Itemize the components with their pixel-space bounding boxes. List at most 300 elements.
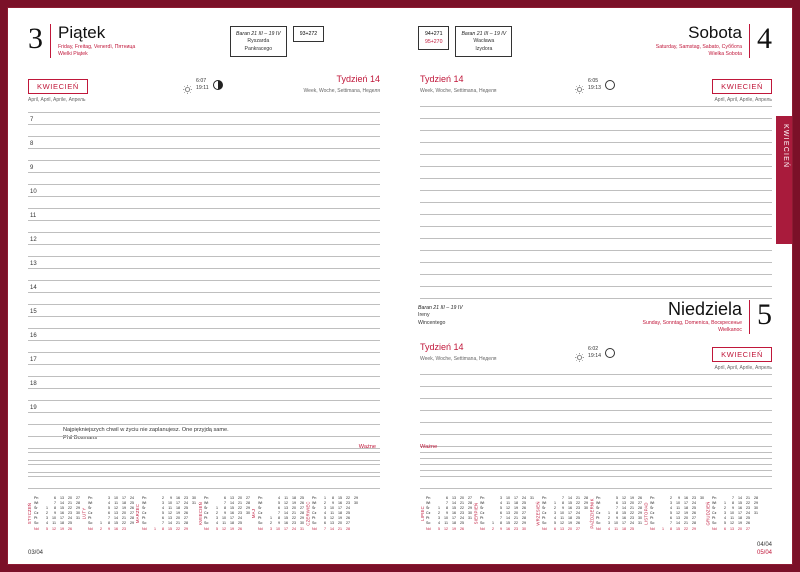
calendar-day: 10 [222,516,226,521]
writing-line[interactable] [28,172,380,173]
calendar-day: 27 [692,516,696,521]
writing-line[interactable] [420,190,772,191]
calendar-day: 31 [638,521,642,526]
writing-line[interactable] [28,196,380,197]
calendar-daylabel: So [542,521,547,526]
calendar-day: 20 [568,526,572,531]
calendar-month[interactable] [534,496,588,532]
writing-line[interactable] [28,160,380,161]
calendar-month[interactable] [250,496,304,532]
calendar-day: 29 [468,506,472,511]
calendar-month[interactable] [588,496,642,532]
calendar-daylabel: Nd [88,526,93,531]
calendar-day: 27 [346,521,350,526]
calendar-day: 5 [724,521,726,526]
calendar-day: 2 [270,521,272,526]
writing-line[interactable] [28,364,380,365]
calendar-daylabel: Pn [542,496,547,500]
writing-line[interactable] [420,464,772,465]
calendar-day: 3 [438,516,440,521]
calendar-daylabel: Wt [712,501,717,506]
calendar-week-row [426,527,472,532]
calendar-day: 6 [670,516,672,521]
writing-line[interactable] [420,476,772,477]
calendar-day: 16 [230,511,234,516]
writing-line[interactable] [420,452,772,453]
calendar-daylabel: Pt [650,516,654,521]
calendar-month-grid [542,496,588,532]
sunday-week-block [420,342,496,363]
calendar-day: 10 [614,521,618,526]
saturday-month-translations: April, April, Aprile, Апрель [714,97,772,103]
writing-line[interactable] [28,388,380,389]
calendar-day: 19 [176,511,180,516]
calendar-day: 21 [176,521,180,526]
calendar-daylabel: Wt [650,501,655,506]
calendar-day: 9 [108,526,110,531]
calendar-daylabel: Nd [542,526,547,531]
writing-line[interactable] [28,424,380,425]
sunday-sunrise: 6:02 [588,346,599,352]
writing-line[interactable] [420,470,772,471]
calendar-month[interactable] [704,496,758,532]
writing-line[interactable] [28,232,380,233]
writing-line[interactable] [420,166,772,167]
calendar-day: 17 [176,501,180,506]
calendar-month-grid [650,496,704,532]
calendar-day: 20 [176,516,180,521]
calendar-month-grid [426,496,472,532]
writing-line[interactable] [28,184,380,185]
calendar-month-name: LISTOPAD [643,502,649,526]
calendar-day: 18 [230,521,234,526]
calendar-day: 16 [176,496,180,500]
saturday-zodiac: Baran 21 III – 19 IV [461,31,507,37]
calendar-daylabel: Pn [480,496,485,500]
calendar-day: 26 [130,506,134,511]
calendar-day [72,527,80,532]
calendar-day: 11 [506,501,510,506]
writing-line[interactable] [420,410,772,411]
writing-line[interactable] [420,202,772,203]
calendar-daylabel: Pt [712,516,716,521]
calendar-day: 25 [522,501,526,506]
calendar-day: 5 [670,511,672,516]
writing-line[interactable] [420,374,772,375]
calendar-day: 23 [692,496,696,500]
calendar-day: 21 [238,501,242,506]
writing-line[interactable] [420,422,772,423]
calendar-day: 10 [506,496,510,500]
calendar-day: 3 [46,516,48,521]
calendar-day: 15 [168,526,172,531]
writing-line[interactable] [420,106,772,107]
calendar-day: 29 [354,496,358,500]
calendar-daylabel: Śr [258,506,262,511]
calendar-daylabel: Cz [542,511,547,516]
calendar-day: 28 [754,496,758,500]
sunday-saint-1: Ireny [418,312,430,318]
calendar-day: 12 [444,526,448,531]
calendar-daylabel: Wt [34,501,39,506]
writing-line[interactable] [28,328,380,329]
calendar-day: 6 [278,506,280,511]
calendar-day: 22 [176,526,180,531]
calendar-day: 27 [184,516,188,521]
friday-daycount-box [293,26,324,42]
sunday-holiday: Wielkanoc [718,327,742,333]
writing-line[interactable] [28,340,380,341]
calendar-daylabel: Nd [204,526,209,531]
calendar-daylabel: Nd [712,526,717,531]
calendar-day: 2 [100,526,102,531]
calendar-day: 10 [168,501,172,506]
writing-line[interactable] [28,112,380,113]
calendar-day: 11 [560,516,564,521]
calendar-day: 17 [738,511,742,516]
calendar-day: 11 [676,506,680,511]
writing-line[interactable] [28,464,380,465]
calendar-daylabel: Śr [34,506,38,511]
writing-line[interactable] [28,148,380,149]
calendar-day: 20 [68,496,72,500]
calendar-day: 16 [738,506,742,511]
friday-header [28,24,135,58]
calendar-daylabel: Śr [88,506,92,511]
saturday-header [656,24,772,58]
writing-line[interactable] [420,250,772,251]
calendar-month[interactable] [196,496,250,532]
calendar-day: 13 [284,506,288,511]
calendar-daylabel: Nd [596,526,601,531]
calendar-day: 14 [284,511,288,516]
calendar-day: 30 [522,526,526,531]
calendar-day: 18 [684,506,688,511]
saturday-sunrise: 6:05 [588,78,599,84]
calendar-day: 26 [460,526,464,531]
calendar-day: 8 [54,506,56,511]
writing-line[interactable] [28,124,380,125]
calendar-day: 26 [300,501,304,506]
calendar-day: 22 [630,511,634,516]
calendar-day: 16 [622,516,626,521]
calendar-day: 29 [522,521,526,526]
friday-week-label: Tydzień 14 [336,74,380,84]
friday-zodiac: Baran 21 III – 19 IV [236,31,281,37]
month-tab-kwiecien[interactable] [776,116,792,244]
calendar-day: 28 [76,501,80,506]
calendar-month[interactable] [26,496,80,532]
calendar-day: 25 [460,521,464,526]
writing-line[interactable] [28,316,380,317]
calendar-daylabel: Nd [480,526,485,531]
writing-line[interactable] [28,488,380,489]
writing-line[interactable] [420,286,772,287]
calendar-day: 22 [684,526,688,531]
writing-line[interactable] [28,256,380,257]
calendar-day [696,527,704,532]
calendar-day: 26 [346,516,350,521]
calendar-day: 23 [514,526,518,531]
hour-label-17: 17 [30,357,37,363]
calendar-day: 11 [730,516,734,521]
calendar-day: 2 [554,506,556,511]
sunday-header [643,300,772,334]
calendar-day: 21 [292,511,296,516]
calendar-daylabel: Nd [142,526,147,531]
calendar-day: 22 [122,521,126,526]
calendar-daylabel: Wt [480,501,485,506]
calendar-daylabel: Cz [312,511,317,516]
calendar-day: 6 [500,511,502,516]
writing-line[interactable] [420,118,772,119]
calendar-day: 2 [438,511,440,516]
calendar-day: 4 [216,521,218,526]
writing-line[interactable] [420,446,772,447]
writing-line[interactable] [28,452,380,453]
calendar-day: 4 [324,511,326,516]
saturday-zodiac-saints-box [455,26,512,57]
sunday-day-translations: Sunday, Sonntag, Domenica, Воскресенье [642,320,742,326]
calendar-daylabel: Śr [650,506,654,511]
calendar-day: 21 [746,496,750,500]
calendar-day: 28 [584,496,588,500]
writing-line[interactable] [420,434,772,435]
calendar-day: 17 [622,521,626,526]
calendar-day: 23 [122,526,126,531]
calendar-week-row [712,527,758,532]
calendar-day: 25 [746,516,750,521]
calendar-day: 31 [754,511,758,516]
calendar-day: 29 [692,526,696,531]
saturday-saint-2: Izydora [475,45,493,52]
calendar-day: 1 [270,516,272,521]
friday-quote-text: Najpiękniejszych chwil w życiu nie zaplanujesz. One przyjdą same. [63,427,229,433]
calendar-month-name: STYCZEŃ [27,503,33,525]
calendar-day: 4 [46,521,48,526]
calendar-day: 31 [300,526,304,531]
calendar-daylabel: Nd [650,526,655,531]
saturday-holiday: Wielka Sobota [708,51,742,57]
calendar-day: 29 [76,506,80,511]
calendar-day: 16 [506,526,510,531]
writing-line[interactable] [420,226,772,227]
writing-line[interactable] [28,476,380,477]
calendar-day: 20 [630,501,634,506]
calendar-day: 1 [554,501,556,506]
calendar-month[interactable] [304,496,358,532]
calendar-daylabel: Pn [34,496,39,500]
writing-line[interactable] [420,178,772,179]
saturday-month-label: KWIECIEŃ [712,79,772,94]
writing-line[interactable] [28,352,380,353]
calendar-day: 13 [330,521,334,526]
calendar-day: 22 [514,521,518,526]
calendar-day: 24 [576,511,580,516]
calendar-day: 5 [554,521,556,526]
writing-line[interactable] [28,376,380,377]
writing-line[interactable] [28,280,380,281]
calendar-day: 10 [560,511,564,516]
calendar-day: 13 [230,496,234,500]
friday-sunrise: 6:07 [196,78,207,84]
calendar-day: 3 [724,511,726,516]
calendar-day: 29 [300,516,304,521]
calendar-day: 6 [108,511,110,516]
writing-line[interactable] [420,274,772,275]
calendar-day: 26 [522,506,526,511]
writing-line[interactable] [28,220,380,221]
writing-line[interactable] [28,208,380,209]
calendar-day: 21 [514,516,518,521]
calendar-daylabel: So [712,521,717,526]
writing-line[interactable] [420,398,772,399]
calendar-day: 20 [238,496,242,500]
calendar-day: 6 [54,496,56,500]
calendar-month-name: MARZEC [135,504,141,524]
calendar-day: 3 [500,496,502,500]
calendar-day: 15 [284,516,288,521]
saturday-week-translations: Week, Woche, Settimana, Неделя [420,88,497,94]
sunday-month-translations: April, April, Aprile, Апрель [714,365,772,371]
calendar-daylabel: Pt [258,516,262,521]
calendar-day: 3 [216,516,218,521]
sunday-important-label: Ważne [420,444,438,450]
calendar-day: 9 [678,496,680,500]
calendar-day: 1 [608,511,610,516]
writing-line[interactable] [420,154,772,155]
calendar-day: 12 [168,511,172,516]
calendar-daylabel: So [34,521,39,526]
calendar-day: 1 [492,521,494,526]
calendar-day: 23 [576,506,580,511]
writing-line[interactable] [420,130,772,131]
calendar-day: 30 [638,516,642,521]
calendar-day: 1 [46,506,48,511]
writing-line[interactable] [28,472,380,473]
friday-zodiac-saints-box [230,26,287,57]
hour-label-16: 16 [30,333,37,339]
writing-line[interactable] [28,292,380,293]
writing-line[interactable] [28,412,380,413]
calendar-day: 21 [684,521,688,526]
calendar-day: 10 [114,496,118,500]
calendar-day: 7 [224,501,226,506]
writing-line[interactable] [28,400,380,401]
calendar-daylabel: Śr [204,506,208,511]
calendar-day: 27 [576,526,580,531]
calendar-daylabel: Pt [142,516,146,521]
calendar-day: 15 [622,511,626,516]
writing-line[interactable] [28,448,380,449]
calendar-day: 19 [684,511,688,516]
calendar-day: 18 [622,526,626,531]
writing-line[interactable] [28,136,380,137]
hour-label-7: 7 [30,117,34,123]
calendar-day: 26 [238,526,242,531]
writing-line[interactable] [420,262,772,263]
writing-line[interactable] [28,460,380,461]
sunday-day-name: Niedziela [667,299,742,319]
calendar-month-grid [34,496,80,532]
calendar-daylabel: Cz [204,511,209,516]
calendar-day: 14 [568,496,572,500]
calendar-day: 4 [438,521,440,526]
sunday-week-label: Tydzień 14 [420,342,464,352]
writing-line[interactable] [28,436,380,437]
calendar-day: 5 [438,526,440,531]
calendar-day: 29 [584,501,588,506]
saturday-daycount-bottom: 95+270 [425,39,443,45]
calendar-day: 25 [184,506,188,511]
divider [749,300,750,334]
divider [50,24,51,58]
calendar-day: 3 [108,496,110,500]
calendar-day: 9 [278,521,280,526]
writing-line[interactable] [420,488,772,489]
writing-line[interactable] [420,142,772,143]
calendar-day: 6 [724,526,726,531]
calendar-day: 1 [216,506,218,511]
calendar-daylabel: Pn [712,496,717,500]
writing-line[interactable] [28,244,380,245]
calendar-day: 9 [446,511,448,516]
saturday-sunset: 19:13 [588,85,601,91]
friday-sunset: 19:11 [196,85,209,91]
calendar-day: 24 [692,501,696,506]
calendar-day: 4 [500,501,502,506]
calendar-day: 26 [746,521,750,526]
calendar-month-name: KWIECIEŃ [197,502,203,526]
calendar-week-row [596,527,642,532]
calendar-day: 27 [522,511,526,516]
sun-icon [575,349,584,358]
calendar-day: 31 [530,496,534,500]
writing-line[interactable] [420,458,772,459]
calendar-day: 11 [284,496,288,500]
calendar-month[interactable] [472,496,534,532]
writing-line[interactable] [420,386,772,387]
writing-line[interactable] [28,304,380,305]
calendar-day: 30 [76,511,80,516]
writing-line[interactable] [420,214,772,215]
calendar-day: 4 [724,516,726,521]
calendar-day: 9 [170,496,172,500]
saturday-day-number: 4 [757,22,772,55]
calendar-day: 2 [162,496,164,500]
calendar-day: 7 [616,506,618,511]
saturday-info-row [418,26,512,57]
calendar-day: 7 [108,516,110,521]
writing-line[interactable] [28,268,380,269]
calendar-day: 7 [324,526,326,531]
calendar-daylabel: So [480,521,485,526]
calendar-day: 23 [460,511,464,516]
calendar-day: 5 [616,496,618,500]
calendar-daylabel: Śr [480,506,484,511]
calendar-day: 31 [192,501,196,506]
calendar-day: 22 [746,501,750,506]
calendar-day: 1 [724,501,726,506]
calendar-month[interactable] [80,496,134,532]
writing-line[interactable] [420,238,772,239]
calendar-month[interactable] [642,496,704,532]
calendar-month[interactable] [418,496,472,532]
calendar-day: 24 [68,516,72,521]
calendar-month[interactable] [134,496,196,532]
calendar-day: 19 [514,506,518,511]
calendar-day: 13 [114,511,118,516]
